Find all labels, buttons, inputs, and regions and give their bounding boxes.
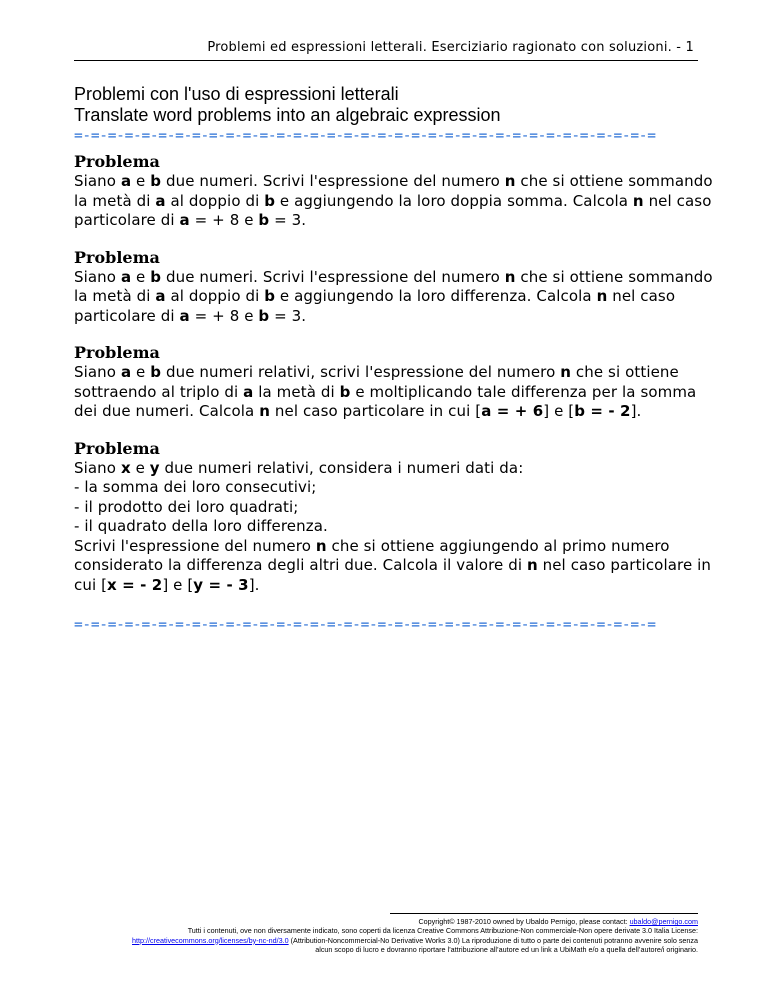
problem-text-segment: e aggiungendo la loro doppia somma. Calcola (275, 191, 633, 210)
variable-text: a (243, 382, 254, 401)
problem-text-segment: e aggiungendo la loro differenza. Calcola (275, 287, 597, 305)
variable-text: a (120, 267, 132, 286)
problem-text (74, 363, 714, 422)
problem-text-segment: al doppio di (165, 191, 265, 210)
variable-text: b = - 2 (574, 402, 631, 420)
problem-text-segment: due numeri relativi, scrivi l'espressione del numero (161, 363, 561, 381)
title-italian: Problemi con l'uso di espressioni letterali (74, 84, 399, 104)
variable-text: b (264, 287, 276, 305)
variable-text: n (560, 363, 572, 381)
problem-text-segment: - la somma dei loro consecutivi; (74, 478, 317, 496)
variable-text: b (150, 363, 162, 381)
contact-email-link[interactable]: ubaldo@pernigo.com (629, 917, 698, 926)
license-link[interactable]: http://creativecommons.org/licenses/by-nc-nd/3.0 (132, 935, 289, 945)
variable-text: b (258, 306, 270, 325)
variable-text: n (632, 191, 644, 210)
problem-text-segment: Siano (74, 458, 121, 477)
problem-text (74, 268, 714, 327)
title-block (74, 84, 714, 126)
problem-text-segment: che si ottiene aggiungendo al primo numero considerato la differenza degli altri due. Calcola il valore di (74, 536, 670, 574)
title-english: Translate word problems into an algebraic expression (74, 105, 501, 125)
variable-text: n (504, 172, 516, 190)
problem-text-segment: = + 8 e (189, 211, 259, 229)
variable-text: x = - 2 (107, 575, 163, 594)
problem-text-segment: che si ottiene sommando la metà di (74, 267, 713, 305)
problem-text-segment: Siano (74, 267, 121, 286)
problem-text-segment: e (131, 363, 151, 381)
problem-title: Problema (74, 438, 160, 458)
page-footer (60, 917, 698, 954)
problem-text (74, 459, 714, 596)
variable-text: b (258, 211, 270, 229)
problem-text-segment: e (131, 267, 151, 286)
problem-text-segment: ] e [ (543, 402, 575, 420)
variable-text: a = + 6 (481, 402, 544, 420)
problem-text-segment: due numeri. Scrivi l'espressione del numero (161, 172, 505, 190)
copyright-text: Copyright© 1987-2010 owned by Ubaldo Pernigo, please contact: (418, 917, 630, 926)
variable-text: n (504, 267, 516, 286)
problem-text-segment: nel caso particolare in cui [ (270, 402, 482, 420)
variable-text: n (259, 402, 271, 420)
problem-text-segment: nel caso particolare di (74, 287, 676, 325)
variable-text: b (264, 191, 276, 210)
footer-rule (390, 913, 698, 914)
license-note: (Attribution-Noncommercial-No Derivative Works 3.0) La riproduzione di tutto o parte dei contenuti potranno avvenire solo senza (288, 935, 698, 945)
problem-text-segment: due numeri relativi, considera i numeri dati da: (159, 458, 524, 477)
variable-text: y = - 3 (193, 575, 249, 594)
variable-text: b (150, 172, 162, 190)
problem-text-segment: due numeri. Scrivi l'espressione del numero (161, 267, 505, 286)
problem-text-segment: al doppio di (165, 287, 265, 305)
variable-text: n (526, 556, 538, 574)
problem-item (74, 248, 714, 327)
variable-text: a (120, 172, 132, 190)
variable-text: a (179, 306, 190, 325)
variable-text: a (179, 211, 190, 229)
header-rule (74, 60, 698, 61)
separator-top: =-=-=-=-=-=-=-=-=-=-=-=-=-=-=-=-=-=-=-=-=-=-=-=-=-=-=-=-=-=-=-=-=-=-= (74, 128, 656, 144)
variable-text: y (149, 458, 160, 477)
problem-title: Problema (74, 152, 160, 171)
problem-text-segment: nel caso particolare in cui [ (74, 556, 712, 594)
problem-text-segment: = 3. (269, 211, 307, 229)
variable-text: x (120, 458, 131, 477)
problem-text-segment: Scrivi l'espressione del numero (74, 536, 316, 555)
problem-text-segment: ]. (248, 575, 260, 594)
problem-text-segment: = + 8 e (189, 306, 259, 325)
problem-text-segment: - il quadrato della loro differenza. (74, 517, 328, 535)
variable-text: a (120, 363, 132, 381)
license-text: Tutti i contenuti, ove non diversamente indicato, sono coperti da licenza Creative Commons Attribuzione-Non commerciale-Non opere derivate 3.0 Italia License: (187, 926, 698, 936)
separator-bottom: =-=-=-=-=-=-=-=-=-=-=-=-=-=-=-=-=-=-=-=-=-=-=-=-=-=-=-=-=-=-=-=-=-=-= (74, 617, 656, 633)
variable-text: n (315, 536, 327, 555)
problem-text-segment: = 3. (269, 306, 307, 325)
variable-text: n (596, 287, 608, 305)
problem-text-segment: Siano (74, 172, 121, 190)
variable-text: b (339, 382, 351, 401)
problem-text-segment: e moltiplicando tale differenza per la somma dei due numeri. Calcola (74, 382, 697, 420)
problem-text-segment: ] e [ (162, 575, 194, 594)
problem-text-segment: e (130, 458, 150, 477)
problem-text-segment: che si ottiene sommando la metà di (74, 172, 713, 210)
problem-text-segment: - il prodotto dei loro quadrati; (74, 497, 299, 516)
problem-title: Problema (74, 247, 160, 267)
problems-list (74, 152, 714, 612)
variable-text: a (155, 191, 166, 210)
problem-title: Problema (74, 343, 160, 362)
variable-text: a (155, 287, 166, 305)
page-header: Problemi ed espressioni letterali. Eserciziario ragionato con soluzioni. - 1 (207, 40, 694, 55)
attribution-text: alcun scopo di lucro e dovranno riportare l’attribuzione all’autore ed un link a UbiMath e/o a quella dell’autore/i originario. (315, 944, 698, 954)
problem-item (74, 343, 714, 422)
problem-text-segment: nel caso particolare di (74, 191, 712, 229)
variable-text: b (150, 267, 162, 286)
problem-text-segment: che si ottiene sottraendo al triplo di (74, 363, 679, 401)
problem-item (74, 152, 714, 231)
problem-text-segment: e (131, 172, 151, 190)
problem-text-segment: ]. (630, 402, 642, 420)
problem-item (74, 439, 714, 596)
problem-text (74, 172, 714, 231)
problem-text-segment: Siano (74, 363, 121, 381)
problem-text-segment: la metà di (253, 382, 340, 401)
